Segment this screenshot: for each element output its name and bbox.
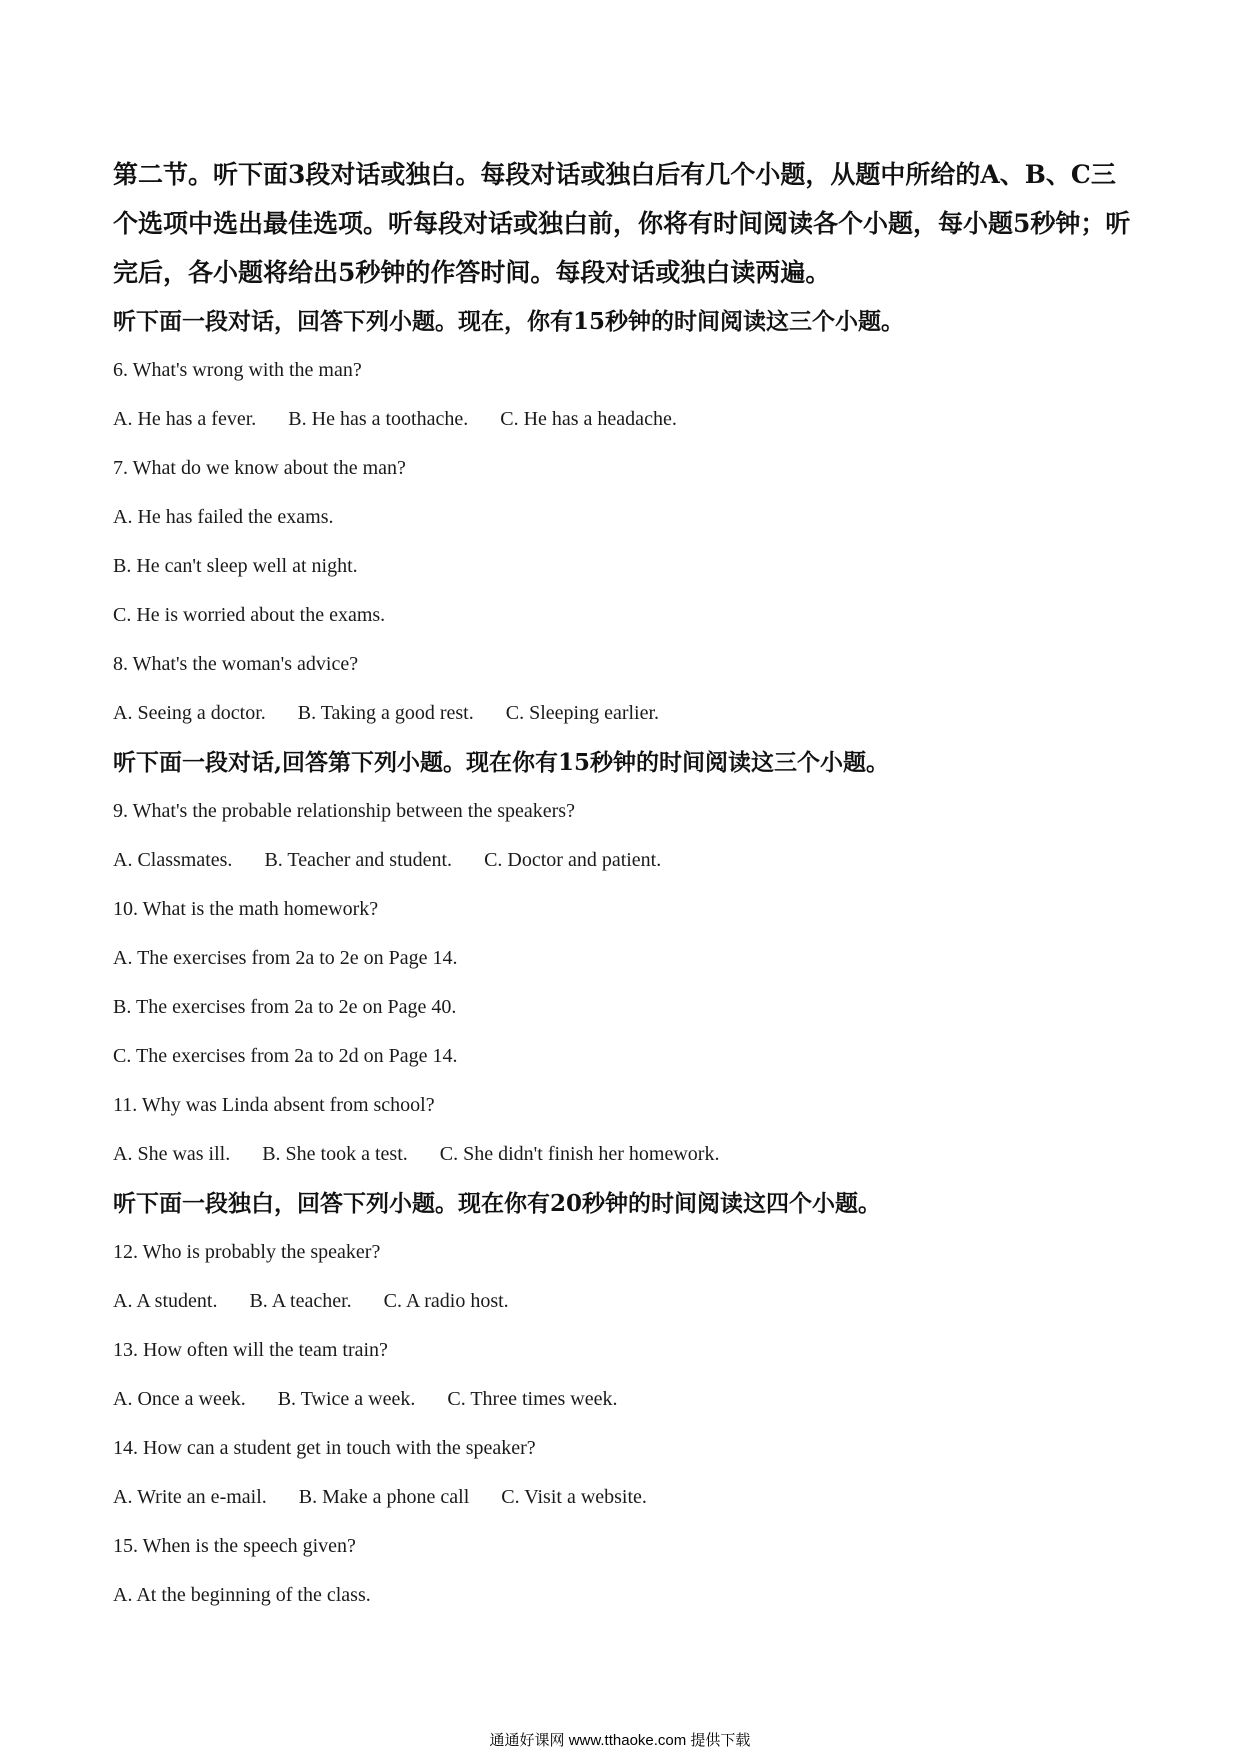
answer-option: C. A radio host. [383,1290,509,1312]
answer-option: A. Classmates. [113,849,233,871]
answer-option: B. Twice a week. [277,1388,416,1410]
answer-option: C. The exercises from 2a to 2d on Page 14. [113,1045,458,1067]
answer-option: B. He has a toothache. [288,408,469,430]
answer-option: C. She didn't finish her homework. [439,1143,720,1165]
answer-options [113,395,1133,444]
answer-option: A. He has failed the exams. [113,506,334,528]
question-text: 11. Why was Linda absent from school? [113,1094,435,1116]
section-direction: 听下面一段对话,回答第下列小题。现在你有15秒钟的时间阅读这三个小题。 [113,748,890,776]
question-text: 7. What do we know about the man? [113,457,406,479]
answer-option: C. Three times week. [447,1388,618,1410]
question-text: 8. What's the woman's advice? [113,653,359,675]
answer-options [113,1130,1133,1179]
question-text: 6. What's wrong with the man? [113,359,362,381]
answer-option: A. Write an e-mail. [113,1486,267,1508]
answer-option: B. A teacher. [249,1290,352,1312]
answer-option: B. Teacher and student. [264,849,453,871]
answer-options [113,836,1133,885]
question-text: 13. How often will the team train? [113,1339,388,1361]
answer-options [113,689,1133,738]
question-text: 9. What's the probable relationship between the speakers? [113,800,575,822]
section-direction: 听下面一段对话，回答下列小题。现在，你有15秒钟的时间阅读这三个小题。 [113,307,905,335]
answer-option: A. The exercises from 2a to 2e on Page 14. [113,947,458,969]
question-text: 15. When is the speech given? [113,1535,356,1557]
answer-options [113,1473,1133,1522]
answer-option: C. Doctor and patient. [484,849,662,871]
answer-option: C. Sleeping earlier. [505,702,660,724]
answer-options [113,1375,1133,1424]
answer-option: B. Taking a good rest. [297,702,474,724]
answer-option: A. He has a fever. [113,408,257,430]
question-text: 14. How can a student get in touch with the speaker? [113,1437,536,1459]
answer-option: A. Once a week. [113,1388,246,1410]
footer-source: 通通好课网 www.tthaoke.com 提供下载 [489,1732,751,1749]
question-text: 10. What is the math homework? [113,898,379,920]
answer-option: C. Visit a website. [501,1486,647,1508]
answer-option: B. She took a test. [262,1143,408,1165]
answer-option: C. He is worried about the exams. [113,604,386,626]
answer-option: B. He can't sleep well at night. [113,555,358,577]
answer-option: A. At the beginning of the class. [113,1584,371,1606]
listening-section [113,150,1133,1620]
answer-option: C. He has a headache. [500,408,677,430]
question-sections [113,297,1133,1620]
answer-option: A. She was ill. [113,1143,231,1165]
section-instructions: 第二节。听下面3段对话或独白。每段对话或独白后有几个小题，从题中所给的A、B、C三个选项中选出最佳选项。听每段对话或独白前，你将有时间阅读各个小题，每小题5秒钟；听完后，各小题将给出5秒钟的作答时间。每段对话或独白读两遍。 [113,160,1131,287]
answer-option: A. Seeing a doctor. [113,702,266,724]
answer-option: B. The exercises from 2a to 2e on Page 40. [113,996,457,1018]
question-text: 12. Who is probably the speaker? [113,1241,381,1263]
answer-option: A. A student. [113,1290,218,1312]
answer-option: B. Make a phone call [298,1486,470,1508]
answer-options [113,1277,1133,1326]
section-direction: 听下面一段独白，回答下列小题。现在你有20秒钟的时间阅读这四个小题。 [113,1189,882,1217]
